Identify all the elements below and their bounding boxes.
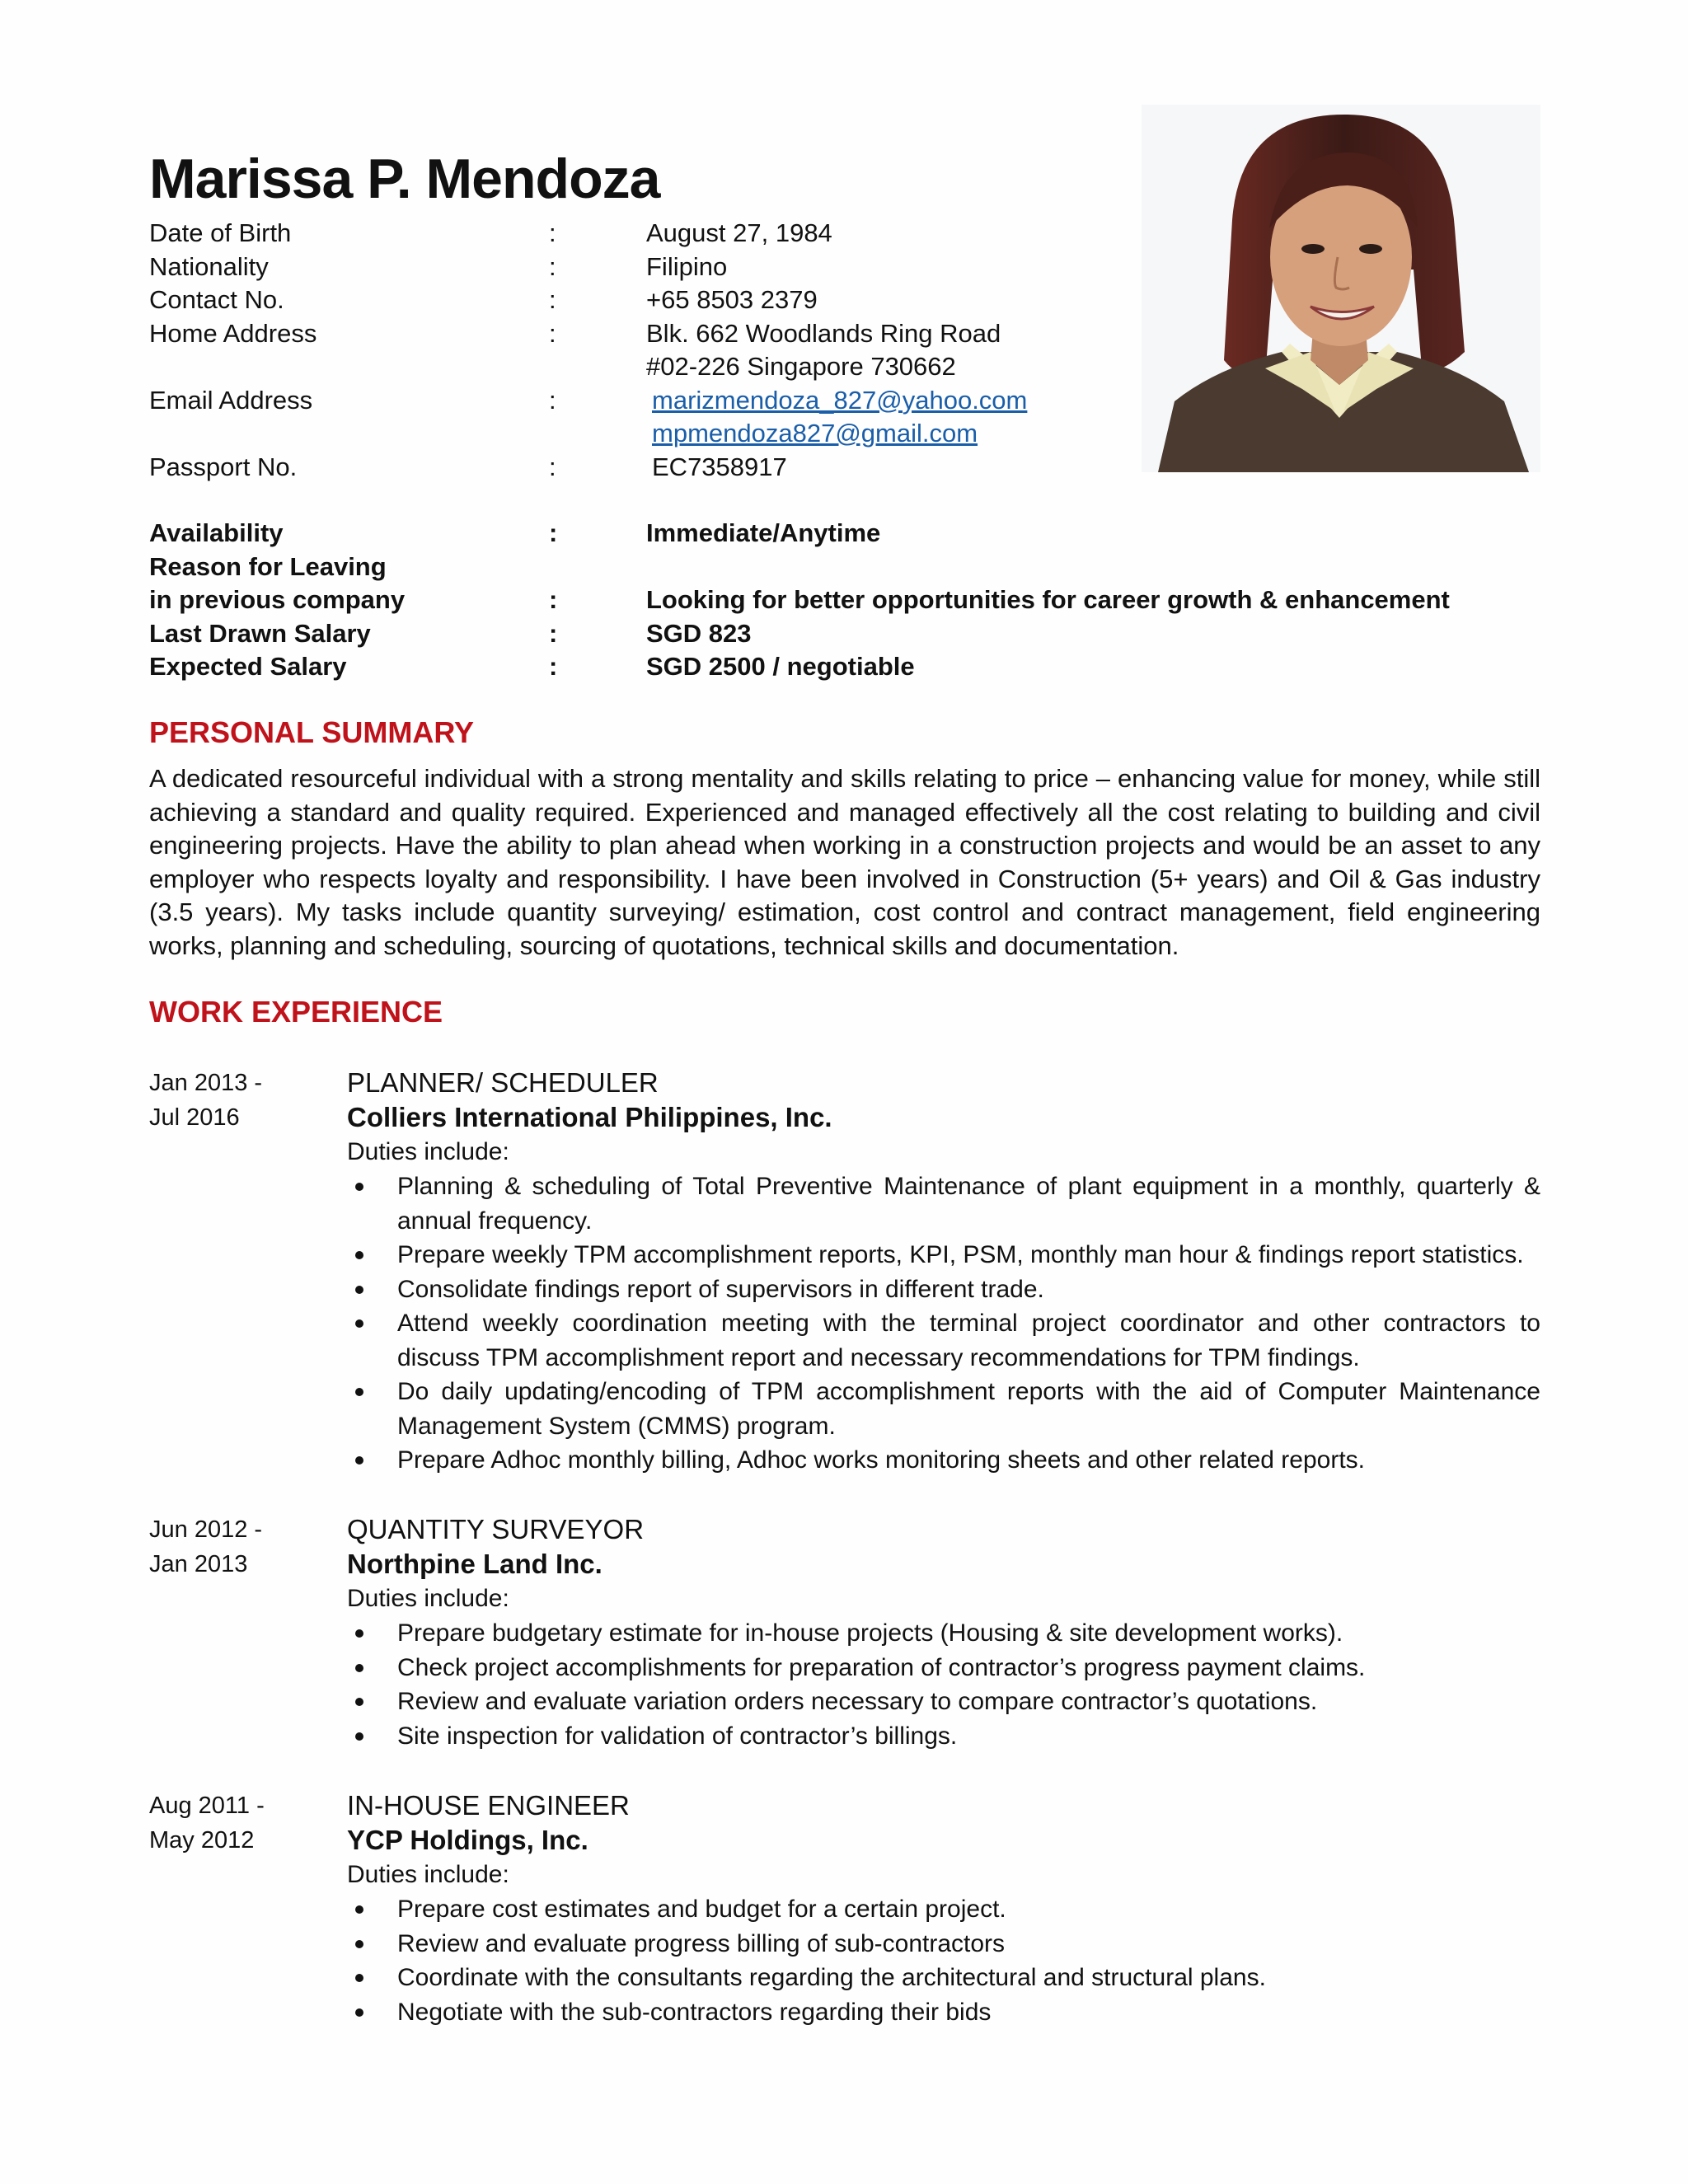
info-value: Blk. 662 Woodlands Ring Road <box>646 318 1001 348</box>
list-item: Prepare weekly TPM accomplishment reports, KPI, PSM, monthly man hour & findings report statistics. <box>347 1238 1540 1272</box>
duties-label: Duties include: <box>347 1585 509 1612</box>
info-row-home-address <box>149 319 1468 353</box>
bullet-icon <box>355 1286 363 1294</box>
info-value: #02-226 Singapore 730662 <box>646 352 956 381</box>
info-label: Nationality <box>149 251 269 281</box>
info-label: Contact No. <box>149 285 284 314</box>
bullet-icon <box>355 1732 363 1741</box>
bullet-icon <box>355 1905 363 1914</box>
job-dates <box>149 1512 262 1582</box>
bullet-icon <box>355 1940 363 1948</box>
job-title: QUANTITY SURVEYOR <box>347 1514 645 1544</box>
bullet-icon <box>355 1974 363 1982</box>
separator: : <box>549 452 556 481</box>
bullet-icon <box>355 1251 363 1259</box>
separator: : <box>549 518 558 547</box>
info-value: EC7358917 <box>652 452 787 481</box>
info-row-nationality <box>149 252 1468 286</box>
personal-info <box>149 218 1468 686</box>
date-to: Jul 2016 <box>149 1104 240 1131</box>
list-item: Review and evaluate progress billing of sub-contractors <box>347 1927 1540 1961</box>
separator: : <box>549 218 556 247</box>
job-dates <box>149 1788 265 1858</box>
bullet-icon <box>355 1319 363 1328</box>
company-name: Colliers International Philippines, Inc. <box>347 1102 832 1132</box>
info-value: Immediate/Anytime <box>646 518 881 547</box>
info-row-contact <box>149 285 1468 319</box>
duties-label: Duties include: <box>347 1861 509 1888</box>
separator: : <box>549 618 558 648</box>
info-label: Last Drawn Salary <box>149 618 371 648</box>
list-item: Review and evaluate variation orders necessary to compare contractor’s quotations. <box>347 1685 1540 1719</box>
bullet-icon <box>355 2008 363 2017</box>
list-item: Prepare Adhoc monthly billing, Adhoc works monitoring sheets and other related reports. <box>347 1443 1540 1478</box>
personal-summary-text: A dedicated resourceful individual with a strong mentality and skills relating to price – enhancing value for money, while still achieving a standard and quality required. Experienced and managed effectively all the cost relating to building and civil engineering projects. Have the ability to plan ahead when working in a construction projects and would be an asset to any employer who respects loyalty and responsibility. I have been involved in Construction (5+ years) and Oil & Gas industry (3.5 years). My tasks include quantity surveying/ estimation, cost control and contract management, field engineering works, planning and scheduling, sourcing of quotations, technical skills and documentation. <box>149 764 1540 960</box>
info-row-last-salary <box>149 619 1468 653</box>
email-link-gmail[interactable]: mpmendoza827@gmail.com <box>652 419 978 448</box>
info-row-email-2 <box>149 419 1468 452</box>
date-to: Jan 2013 <box>149 1551 248 1577</box>
job-dates <box>149 1066 262 1135</box>
info-label: Expected Salary <box>149 652 347 681</box>
personal-summary-heading: PERSONAL SUMMARY <box>149 715 475 749</box>
info-row-availability <box>149 518 1468 552</box>
date-from: Jun 2012 - <box>149 1516 263 1543</box>
bullet-icon <box>355 1698 363 1706</box>
separator: : <box>549 385 556 415</box>
bullet-icon <box>355 1456 363 1465</box>
date-from: Jan 2013 - <box>149 1070 263 1096</box>
list-item: Negotiate with the sub-contractors regarding their bids <box>347 1995 1540 2030</box>
job-body <box>347 1066 1540 1478</box>
separator: : <box>549 585 558 614</box>
bullet-icon <box>355 1664 363 1672</box>
info-row-date-of-birth <box>149 218 1468 252</box>
info-row-reason-label <box>149 552 1468 586</box>
separator: : <box>549 318 556 348</box>
info-value: +65 8503 2379 <box>646 285 818 314</box>
company-name: Northpine Land Inc. <box>347 1549 603 1579</box>
applicant-name: Marissa P. Mendoza <box>149 148 660 210</box>
info-row-passport <box>149 452 1468 486</box>
work-experience-heading: WORK EXPERIENCE <box>149 995 443 1029</box>
job-body <box>347 1512 1540 1753</box>
list-item: Site inspection for validation of contractor’s billings. <box>347 1719 1540 1754</box>
info-row-address-line-2 <box>149 352 1468 386</box>
company-name: YCP Holdings, Inc. <box>347 1825 588 1855</box>
list-item: Planning & scheduling of Total Preventive Maintenance of plant equipment in a monthly, quarterly & annual frequency. <box>347 1169 1540 1238</box>
separator: : <box>549 652 558 681</box>
info-row-expected-salary <box>149 652 1468 686</box>
info-value: Looking for better opportunities for career growth & enhancement <box>646 585 1450 614</box>
job-body <box>347 1788 1540 2029</box>
list-item: Coordinate with the consultants regarding the architectural and structural plans. <box>347 1961 1540 1995</box>
info-label: Email Address <box>149 385 313 415</box>
list-item: Attend weekly coordination meeting with the terminal project coordinator and other contractors to discuss TPM accomplishment report and necessary recommendations for TPM findings. <box>347 1306 1540 1375</box>
info-value: SGD 823 <box>646 618 752 648</box>
list-item: Check project accomplishments for preparation of contractor’s progress payment claims. <box>347 1651 1540 1685</box>
list-item: Do daily updating/encoding of TPM accomplishment reports with the aid of Computer Maintenance Management System (CMMS) program. <box>347 1375 1540 1443</box>
info-label: Date of Birth <box>149 218 292 247</box>
separator: : <box>549 285 556 314</box>
info-label: in previous company <box>149 585 406 614</box>
info-row-reason <box>149 585 1468 619</box>
job-title: PLANNER/ SCHEDULER <box>347 1067 659 1098</box>
info-label: Reason for Leaving <box>149 551 387 581</box>
duties-label: Duties include: <box>347 1138 509 1165</box>
info-label: Passport No. <box>149 452 298 481</box>
duties-list <box>347 1616 1540 1753</box>
email-link-yahoo[interactable]: marizmendoza_827@yahoo.com <box>652 385 1028 415</box>
info-value: August 27, 1984 <box>646 218 832 247</box>
bullet-icon <box>355 1183 363 1191</box>
info-row-email <box>149 386 1468 419</box>
list-item: Prepare cost estimates and budget for a certain project. <box>347 1892 1540 1927</box>
duties-list <box>347 1892 1540 2029</box>
bullet-icon <box>355 1629 363 1638</box>
list-item: Consolidate findings report of supervisors in different trade. <box>347 1272 1540 1307</box>
info-label: Availability <box>149 518 284 547</box>
list-item: Prepare budgetary estimate for in-house projects (Housing & site development works). <box>347 1616 1540 1651</box>
date-to: May 2012 <box>149 1827 255 1854</box>
info-label: Home Address <box>149 318 317 348</box>
info-value: Filipino <box>646 251 728 281</box>
job-title: IN-HOUSE ENGINEER <box>347 1790 630 1821</box>
date-from: Aug 2011 - <box>149 1793 265 1819</box>
info-value: SGD 2500 / negotiable <box>646 652 915 681</box>
bullet-icon <box>355 1388 363 1396</box>
separator: : <box>549 251 556 281</box>
duties-list <box>347 1169 1540 1478</box>
